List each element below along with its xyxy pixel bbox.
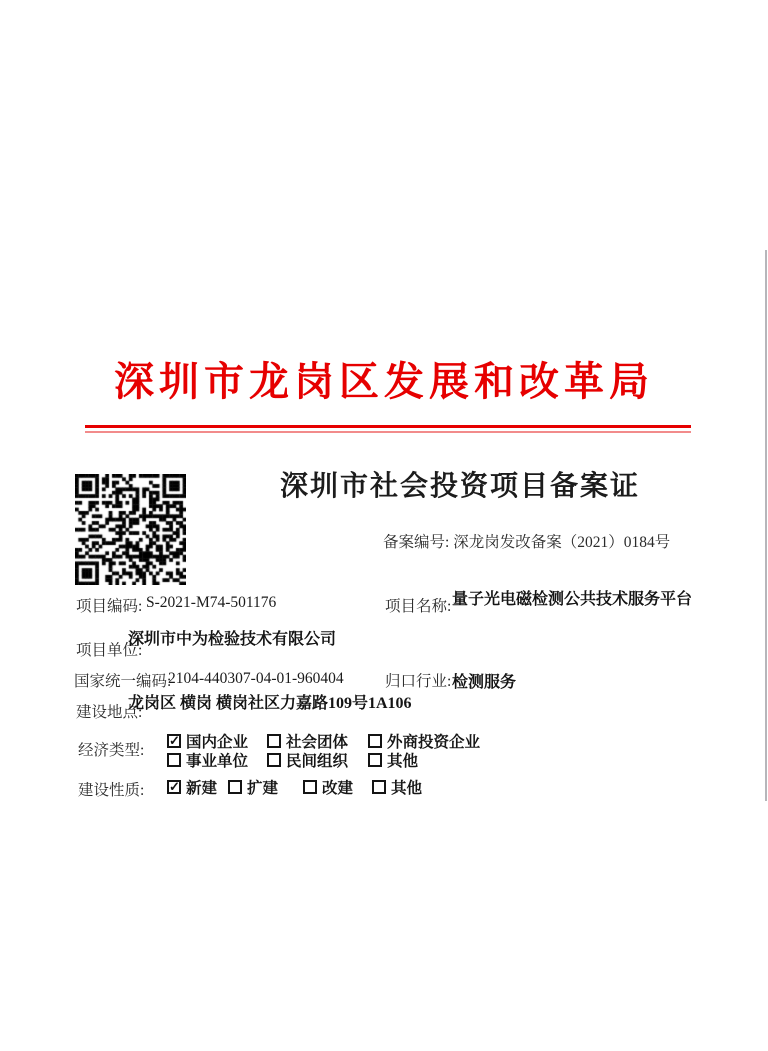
letterhead-rule-thick [85,425,691,428]
construction-nature-label: 建设性质: [78,782,145,799]
checkbox-icon[interactable] [372,780,386,794]
checkbox-label: 新建 [186,780,218,797]
national-code-value: 2104-440307-04-01-960404 [168,670,344,687]
industry-value: 检测服务 [452,674,517,691]
project-unit-value: 深圳市中为检验技术有限公司 [128,631,337,648]
checkbox-icon[interactable] [267,734,281,748]
page-edge-line [765,250,767,801]
national-code-label: 国家统一编码: [74,673,172,690]
checkbox-label: 其他 [391,780,423,797]
industry-label: 归口行业: [385,673,452,690]
checkbox-icon[interactable] [228,780,242,794]
checkbox-reconstruction[interactable] [303,776,353,798]
checkbox-civil-organization[interactable] [267,749,348,771]
project-unit-label: 项目单位: [76,642,143,659]
checkbox-label: 改建 [322,780,354,797]
checkbox-new-construction[interactable] [167,776,217,798]
checkbox-icon[interactable]: ✓ [169,779,180,794]
project-code-label: 项目编码: [76,598,143,615]
checkbox-icon[interactable] [167,753,181,767]
checkbox-other-nature[interactable] [372,776,422,798]
economic-type-label: 经济类型: [78,742,145,759]
checkbox-label: 扩建 [247,780,279,797]
letterhead-rule-thin [85,431,691,433]
checkbox-label: 国内企业 [186,734,249,751]
project-name-label: 项目名称: [385,598,452,615]
filing-number [383,530,670,552]
issuer-title: 深圳市龙岗区发展和改革局 [114,359,654,404]
checkbox-other-economic[interactable] [368,749,418,771]
certificate-title: 深圳市社会投资项目备案证 [279,471,640,502]
filing-number-label: 备案编号: [383,534,450,551]
checkbox-label: 事业单位 [186,753,249,770]
filing-number-value: 深龙岗发改备案（2021）0184号 [453,534,671,551]
checkbox-label: 社会团体 [286,734,349,751]
checkbox-icon[interactable] [303,780,317,794]
location-label: 建设地点: [76,704,143,721]
checkbox-label: 其他 [387,753,419,770]
checkbox-icon[interactable] [368,734,382,748]
checkbox-icon[interactable] [267,753,281,767]
checkbox-public-institution[interactable] [167,749,248,771]
checkbox-expansion[interactable] [228,776,278,798]
location-value: 龙岗区 横岗 横岗社区力嘉路109号1A106 [128,695,412,712]
checkbox-icon[interactable] [368,753,382,767]
checkbox-label: 民间组织 [286,753,349,770]
project-name-value: 量子光电磁检测公共技术服务平台 [452,591,693,608]
project-code-value: S-2021-M74-501176 [146,594,277,611]
checkbox-label: 外商投资企业 [387,734,481,751]
checkbox-icon[interactable]: ✓ [169,733,180,748]
